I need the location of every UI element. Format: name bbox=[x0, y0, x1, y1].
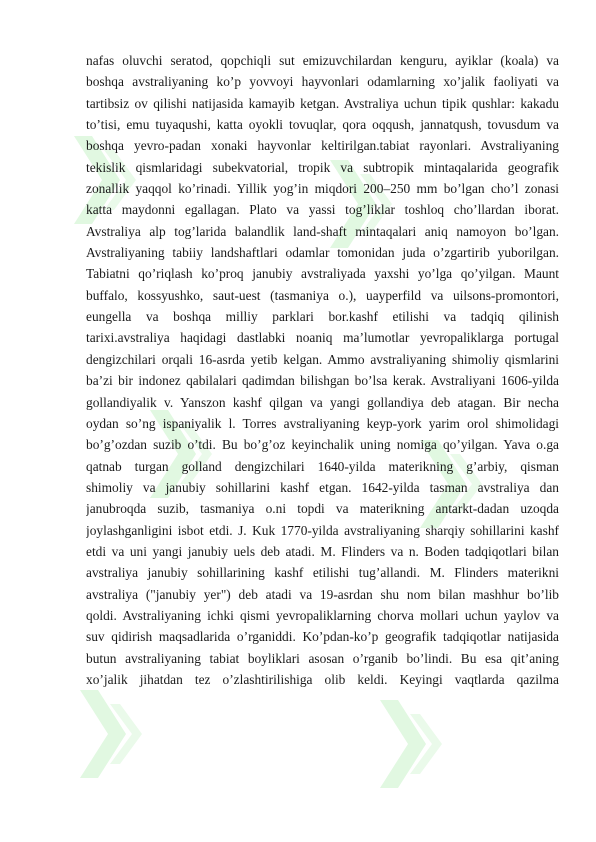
text-line: avstraliya janubiy sohillarining kashf etilishi tug’allandi. M. Flinders materikni bbox=[86, 565, 559, 581]
text-line: xo’jalik jihatdan tez o’zlashtirilishiga olib keldi. Keyingi vaqtlarda qazilma bbox=[86, 671, 559, 687]
text-line: katta maydonni egallagan. Plato va yassi tog’liklar toshloq cho’llardan iborat. bbox=[86, 202, 559, 218]
document-body bbox=[86, 50, 559, 690]
text-line: shimoliy va janubiy sohillarini kashf etgan. 1642-yilda tasman avstraliya dan bbox=[86, 479, 559, 495]
watermark-chevron-icon bbox=[80, 690, 142, 778]
text-line: zonallik yaqqol ko’rinadi. Yillik yog’in miqdori 200–250 mm bo’lgan cho’l zonasi bbox=[86, 181, 559, 197]
text-line: Tabiatni qo’riqlash ko’proq janubiy avstraliyada yaxshi yo’lga qo’yilgan. Maunt bbox=[86, 266, 559, 282]
text-line: suv qidirish maqsadlarida o’rganiddi. Ko’pdan-ko’p geografik tadqiqotlar natijasida bbox=[86, 629, 559, 645]
text-line: oydan so’ng ispaniyalik l. Torres avstraliyaning keyp-york yarim orol shimolidagi bbox=[86, 415, 559, 431]
text-line: gollandiyalik v. Yanszon kashf qilgan va yangi gollandiya deb atagan. Bir necha bbox=[86, 394, 559, 410]
text-line: tartibsiz ov qilishi natijasida kamayib ketgan. Avstraliya uchun tipik qushlar: kakadu bbox=[86, 95, 559, 111]
text-line: avstraliya ("janubiy yer") deb atadi va 19-asrdan shu nom bilan mashhur bo’lib bbox=[86, 586, 559, 602]
text-line: butun avstraliyaning tabiat boyliklari asosan o’rganib bo’lindi. Bu esa qit’aning bbox=[86, 650, 559, 666]
text-line: eungella va boshqa milliy parklari bor.kashf etilishi va tadqiq qilinish bbox=[86, 309, 559, 325]
text-line: qatnab turgan golland dengizchilari 1640-yilda materikning g’arbiy, qisman bbox=[86, 458, 559, 474]
watermark-chevron-icon bbox=[380, 700, 442, 788]
text-line: buffalo, kossyushko, saut-uest (tasmaniya o.), uayperfild va uilsons-promontori, bbox=[86, 287, 559, 303]
text-line: nafas oluvchi seratod, qopchiqli sut emizuvchilardan kenguru, ayiklar (koala) va bbox=[86, 53, 559, 68]
text-line: tekislik qismlaridagi subekvatorial, tropik va subtropik mintaqalarida geografik bbox=[86, 159, 559, 175]
text-line: tarixi.avstraliya haqidagi dastlabki noaniq ma’lumotlar yevropaliklarga portugal bbox=[86, 330, 559, 346]
text-line: ba’zi bir indonez qabilalari qadimdan bilishgan bo’lsa kerak. Avstraliyani 1606-yilda bbox=[86, 373, 559, 389]
text-line: Avstraliyaning tabiiy landshaftlari odamlar tomonidan juda o’zgartirib yuborilgan. bbox=[86, 245, 559, 261]
text-line: boshqa yevro-padan xonaki hayvonlar keltirilgan.tabiat rayonlari. Avstraliyaning bbox=[86, 138, 559, 154]
text-line: qoldi. Avstraliyaning ichki qismi yevropaliklarning chorva mollari uchun yaylov va bbox=[86, 607, 559, 623]
text-line: janubroqda suzib, tasmaniya o.ni topdi va materikning antarkt-dadan uzoqda bbox=[86, 501, 559, 517]
text-line: dengizchilari orqali 16-asrda yetib kelgan. Ammo avstraliyaning shimoliy qismlarini bbox=[86, 351, 559, 367]
text-line: to’tisi, emu tuyaqushi, katta oyokli tovuqlar, qora oqqush, jannatqush, tovusdum va bbox=[86, 117, 559, 133]
text-line: boshqa avstraliyaning ko’p yovvoyi hayvonlari odamlarning xo’jalik faoliyati va bbox=[86, 74, 559, 90]
text-line: Avstraliya alp tog’larida balandlik land-shaft mintaqalari aniq namoyon bo’lgan. bbox=[86, 223, 559, 239]
text-line: joylashganligini isbot etdi. J. Kuk 1770-yilda avstraliyaning sharqiy sohillarini kashf bbox=[86, 522, 559, 538]
text-line: etdi va uni yangi janubiy uels deb atadi. M. Flinders va n. Boden tadqiqotlari bilan bbox=[86, 543, 559, 559]
text-line: bo’g’ozdan suzib o’tdi. Bu bo’g’oz keyinchalik uning nomiga qo’yilgan. Yava o.ga bbox=[86, 437, 559, 453]
